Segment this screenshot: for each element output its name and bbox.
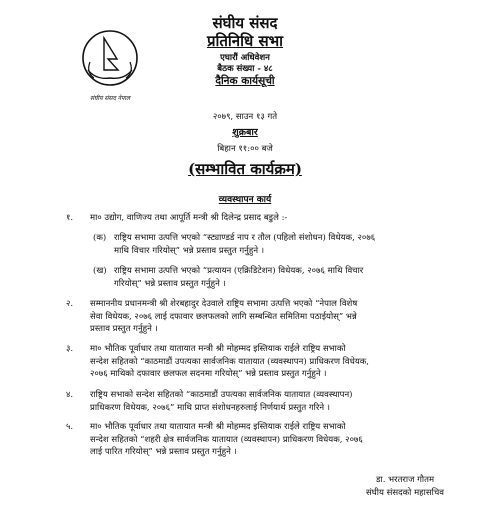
session-label: एघारौं अधिवेशन [220,53,270,63]
emblem-caption: संघीय संसद नेपाल [89,95,131,102]
sub-item-line: माथि विचार गरियोस्” भन्ने प्रस्ताव प्रस्तुत गर्नुहुने । [114,245,265,256]
sub-item-mark: (क) [93,233,107,243]
item-line: सम्माननीय प्रधानमन्त्री श्री शेरबहादुर देउवाले राष्ट्रिय सभामा उत्पत्ति भएको “नेपाल विशेष [90,299,358,309]
sub-item-text [114,232,469,257]
item-text [90,343,470,381]
item-line: मा० भौतिक पूर्वाधार तथा यातायात मन्त्री श्री मोहम्मद इस्तियाक राईले राष्ट्रिय सभाको [90,344,346,354]
item-number: २. [66,299,74,309]
item-line: सन्देश सहितको “शहरी क्षेत्र सार्वजनिक यातायात (व्यवस्थापन) प्राधिकरण विधेयक, २०७६ [90,434,363,445]
sub-item-line: राष्ट्रिय सभामा उत्पत्ति भएको “स्ट्याण्डर्ड नाप र तौल (पहिलो संशोधन) विधेयक, २०७६ [114,233,376,243]
sub-item-line: गरियोस्” भन्ने प्रस्ताव प्रस्तुत गर्नुहुने । [114,278,226,289]
item-line: लाई पारित गरियोस्” भन्ने प्रस्ताव प्रस्तुत गर्नुहुने । [90,447,237,457]
signer-name: डा. भरतराज गौतम [375,475,435,485]
programme-heading: (सम्भावित कार्यक्रम) [188,160,302,178]
signature-block [350,474,460,500]
house-name: प्रतिनिधि सभा [206,32,284,50]
item-line: राष्ट्रिय सभाको सन्देश सहितको “काठमाडौं उपत्यका सार्वजनिक यातायात (व्यवस्थापन) [90,390,353,400]
item-text: मा० उद्योग, वाणिज्य तथा आपूर्ति मन्त्री श्री दिलेन्द्र प्रसाद बडुले :- [90,213,288,223]
signer-title: संघीय संसदको महासचिव [366,488,444,498]
parliament-emblem-icon [74,24,146,104]
item-text [90,421,470,459]
item-line: सन्देश सहितको “काठमाडौं उपत्यका सार्वजनिक यातायात (व्यवस्थापन) प्राधिकरण विधेयक, [90,356,370,367]
item-number: १. [66,213,74,223]
item-number: ४. [66,390,74,400]
parliament-name: संघीय संसद [212,14,278,32]
sub-item-line: राष्ट्रिय सभामा उत्पत्ति भएको “प्रत्यायन (एक्रिडिटेशन) विधेयक, २०७६ माथि विचार [114,266,364,276]
document-header [150,14,340,88]
item-line: प्रस्ताव प्रस्तुत गर्नुहुने । [90,324,158,334]
agenda-day: शुक्रबार [232,127,258,138]
item-number: ३. [66,344,74,354]
agenda-title: दैनिक कार्यसूची [215,75,275,87]
item-line: सेवा विधेयक, २०७६ लाई दफावार छलफलको लागि सम्बन्धित समितिमा पठाईयोस्” भन्ने [90,311,357,322]
item-line: मा० भौतिक पूर्वाधार तथा यातायात मन्त्री श्री मोहम्मद इस्तियाक राईले राष्ट्रिय सभाको [90,422,346,432]
item-number: ५. [66,422,74,432]
item-text [90,298,470,336]
agenda-date: २०७९, साउन १३ गते [212,112,278,122]
item-text [90,389,470,414]
section-heading: व्यवस्थापन कार्य [218,195,272,205]
item-line: प्राधिकरण विधेयक, २०७६” माथि प्राप्त संशोधनहरुलाई निर्णयार्थ प्रस्तुत गरिने । [90,402,330,413]
agenda-time: बिहान ११:०० बजे [217,144,273,154]
item-line: २०७६ माथिको दफावार छलफल सदनमा गरियोस्” भन्ने प्रस्ताव प्रस्तुत गर्नुहुने । [90,369,327,379]
sub-item-mark: (ख) [93,266,107,276]
meeting-number: बैठक संख्या - ४८ [217,64,273,74]
sub-item-text [114,265,469,290]
